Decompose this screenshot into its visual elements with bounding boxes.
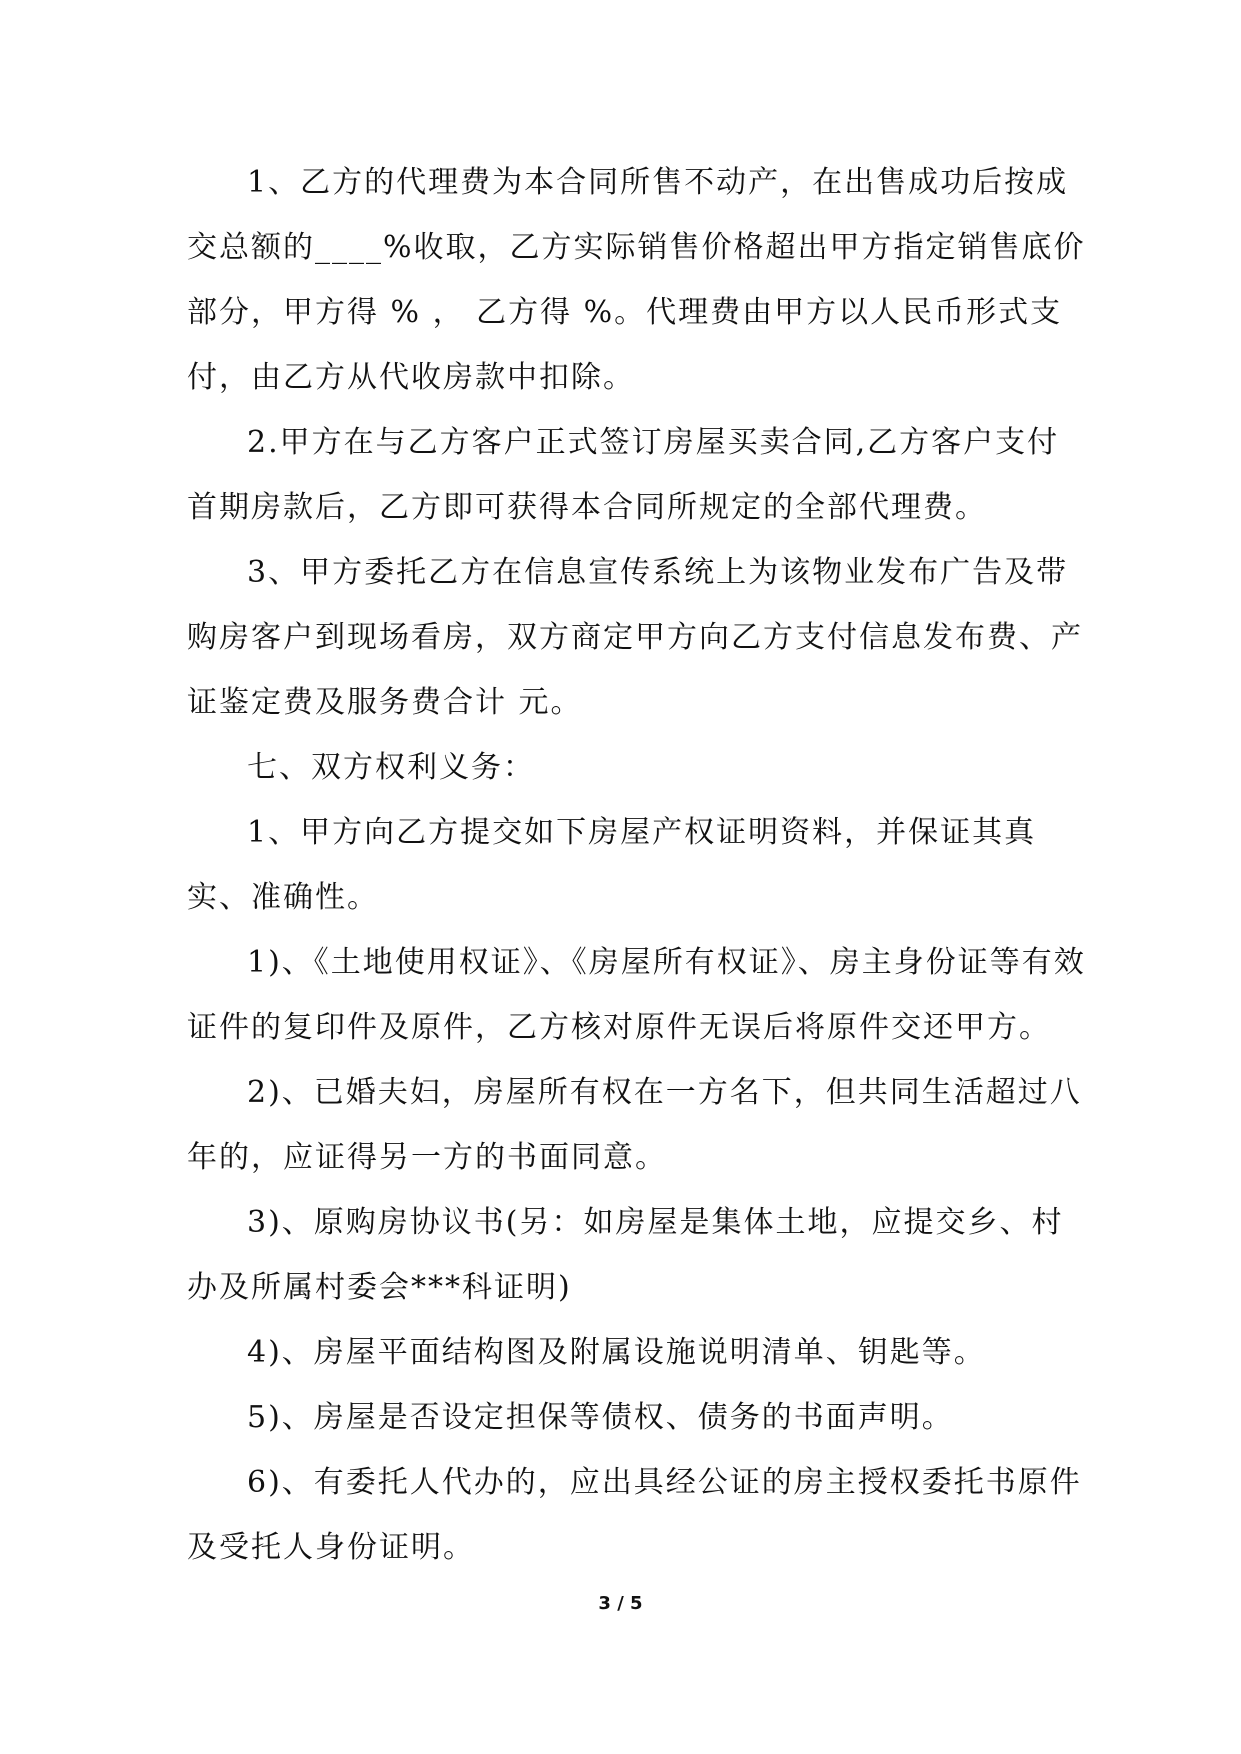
section-heading-rights-obligations: 七、双方权利义务：: [247, 750, 535, 785]
paragraph-agency-fee: 1、乙方的代理费为本合同所售不动产，在出售成功后按成交总额的____%收取，乙方实际销售价格超出甲方指定销售底价部分，甲方得 % ， 乙方得 %。代理费由甲方以人民币形式支付，由乙方从代收房款中扣除。: [187, 165, 1086, 395]
list-item-power-of-attorney: 6)、有委托人代办的，应出具经公证的房主授权委托书原件及受托人身份证明。: [187, 1465, 1082, 1565]
list-item-purchase-agreement: 3)、原购房协议书(另：如房屋是集体土地，应提交乡、村办及所属村委会***科证明): [187, 1205, 1064, 1305]
paragraph-advertising-fee: 3、甲方委托乙方在信息宣传系统上为该物业发布广告及带购房客户到现场看房，双方商定甲方向乙方支付信息发布费、产证鉴定费及服务费合计 元。: [187, 555, 1083, 720]
list-item-floor-plan: 4)、房屋平面结构图及附属设施说明清单、钥匙等。: [247, 1335, 986, 1370]
list-item-certificates: 1)、《土地使用权证》、《房屋所有权证》、房主身份证等有效证件的复印件及原件，乙方核对原件无误后将原件交还甲方。: [187, 945, 1086, 1045]
document-body: [187, 150, 1087, 1580]
list-item-debt-statement: 5)、房屋是否设定担保等债权、债务的书面声明。: [247, 1400, 954, 1435]
paragraph-fee-timing: 2.甲方在与乙方客户正式签订房屋买卖合同,乙方客户支付首期房款后，乙方即可获得本合同所规定的全部代理费。: [187, 425, 1060, 525]
page-number: 3 / 5: [598, 1593, 643, 1614]
paragraph-ownership-documents: 1、甲方向乙方提交如下房屋产权证明资料，并保证其真实、准确性。: [187, 815, 1037, 915]
list-item-spouse-consent: 2)、已婚夫妇，房屋所有权在一方名下，但共同生活超过八年的，应证得另一方的书面同意。: [187, 1075, 1082, 1175]
